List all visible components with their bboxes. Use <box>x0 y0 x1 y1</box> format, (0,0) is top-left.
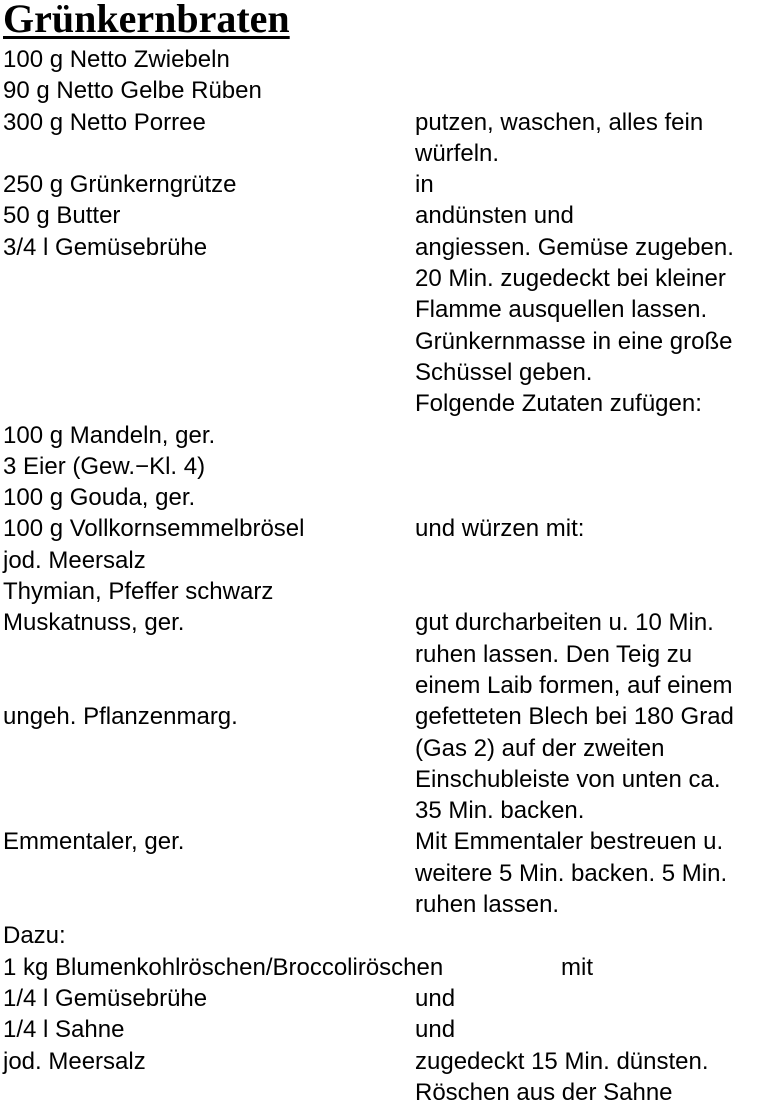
recipe-row <box>3 1046 770 1077</box>
instruction-text: angiessen. Gemüse zugeben. <box>415 233 734 261</box>
recipe-row <box>3 263 770 294</box>
recipe-row <box>3 983 770 1014</box>
recipe-row <box>3 826 770 857</box>
instruction-text: ruhen lassen. Den Teig zu <box>415 640 693 668</box>
instruction-text: in <box>415 171 434 199</box>
ingredient-text: Dazu: <box>3 922 66 950</box>
recipe-row <box>3 357 770 388</box>
recipe-row <box>3 232 770 263</box>
instruction-text: und würzen mit: <box>415 515 585 543</box>
recipe-row <box>3 44 770 75</box>
instruction-text: Mit Emmentaler bestreuen u. <box>415 828 724 856</box>
instruction-text: Grünkernmasse in eine große <box>415 327 733 355</box>
ingredient-text: 90 g Netto Gelbe Rüben <box>3 77 262 105</box>
recipe-title: Grünkernbraten <box>3 0 290 41</box>
recipe-row <box>3 138 770 169</box>
ingredient-text: Emmentaler, ger. <box>3 828 185 856</box>
recipe-row <box>3 889 770 920</box>
instruction-text: würfeln. <box>415 139 500 167</box>
ingredient-text: 100 g Gouda, ger. <box>3 484 196 512</box>
instruction-text: ruhen lassen. <box>415 891 560 919</box>
ingredient-text: Muskatnuss, ger. <box>3 609 185 637</box>
recipe-row <box>3 200 770 231</box>
recipe-row <box>3 294 770 325</box>
recipe-row <box>3 513 770 544</box>
recipe-row <box>3 169 770 200</box>
ingredient-text: 100 g Netto Zwiebeln <box>3 46 230 73</box>
instruction-text: zugedeckt 15 Min. dünsten. <box>415 1047 709 1075</box>
recipe-row <box>3 701 770 732</box>
ingredient-text: Thymian, Pfeffer schwarz <box>3 578 274 606</box>
instruction-text: 35 Min. backen. <box>415 797 585 825</box>
recipe-row <box>3 420 770 451</box>
recipe-row <box>3 952 770 983</box>
recipe-row <box>3 1077 770 1108</box>
recipe-row <box>3 858 770 889</box>
recipe-row <box>3 388 770 419</box>
ingredient-text: 1/4 l Gemüsebrühe <box>3 984 208 1012</box>
recipe-row <box>3 326 770 357</box>
instruction-text: andünsten und <box>415 202 574 230</box>
ingredient-text: 300 g Netto Porree <box>3 108 206 136</box>
instruction-text: (Gas 2) auf der zweiten <box>415 734 665 762</box>
ingredient-text: jod. Meersalz <box>3 546 146 574</box>
instruction-text: Röschen aus der Sahne <box>415 1078 673 1106</box>
recipe-row <box>3 107 770 138</box>
recipe-body <box>3 44 770 1108</box>
ingredient-text: 250 g Grünkerngrütze <box>3 171 237 199</box>
instruction-text: weitere 5 Min. backen. 5 Min. <box>415 859 728 887</box>
instruction-text: Schüssel geben. <box>415 358 593 386</box>
recipe-row <box>3 451 770 482</box>
instruction-text: gut durcharbeiten u. 10 Min. <box>415 609 714 637</box>
ingredient-text: 1 kg Blumenkohlröschen/Broccoliröschen <box>3 953 444 981</box>
recipe-row <box>3 764 770 795</box>
recipe-row <box>3 639 770 670</box>
recipe-row <box>3 1014 770 1045</box>
ingredient-text: 50 g Butter <box>3 202 121 230</box>
recipe-row <box>3 607 770 638</box>
instruction-text: Einschubleiste von unten ca. <box>415 765 721 793</box>
recipe-row <box>3 670 770 701</box>
recipe-row <box>3 920 770 951</box>
ingredient-text: jod. Meersalz <box>3 1047 146 1075</box>
instruction-text: Folgende Zutaten zufügen: <box>415 390 702 418</box>
instruction-text: 20 Min. zugedeckt bei kleiner <box>415 265 726 293</box>
ingredient-text: 3 Eier (Gew.−Kl. 4) <box>3 452 206 480</box>
instruction-text: gefetteten Blech bei 180 Grad <box>415 703 734 731</box>
instruction-text: putzen, waschen, alles fein <box>415 108 704 136</box>
instruction-text: einem Laib formen, auf einem <box>415 671 733 699</box>
recipe-row <box>3 576 770 607</box>
ingredient-text: 1/4 l Sahne <box>3 1016 125 1044</box>
instruction-text: mit <box>561 953 593 981</box>
recipe-row <box>3 482 770 513</box>
instruction-text: und <box>415 984 456 1012</box>
recipe-row <box>3 795 770 826</box>
ingredient-text: ungeh. Pflanzenmarg. <box>3 703 238 731</box>
instruction-text: und <box>415 1016 456 1044</box>
ingredient-text: 3/4 l Gemüsebrühe <box>3 233 208 261</box>
ingredient-text: 100 g Vollkornsemmelbrösel <box>3 515 305 543</box>
recipe-row <box>3 545 770 576</box>
ingredient-text: 100 g Mandeln, ger. <box>3 421 216 449</box>
instruction-text: Flamme ausquellen lassen. <box>415 296 708 324</box>
recipe-row <box>3 75 770 106</box>
recipe-row <box>3 733 770 764</box>
